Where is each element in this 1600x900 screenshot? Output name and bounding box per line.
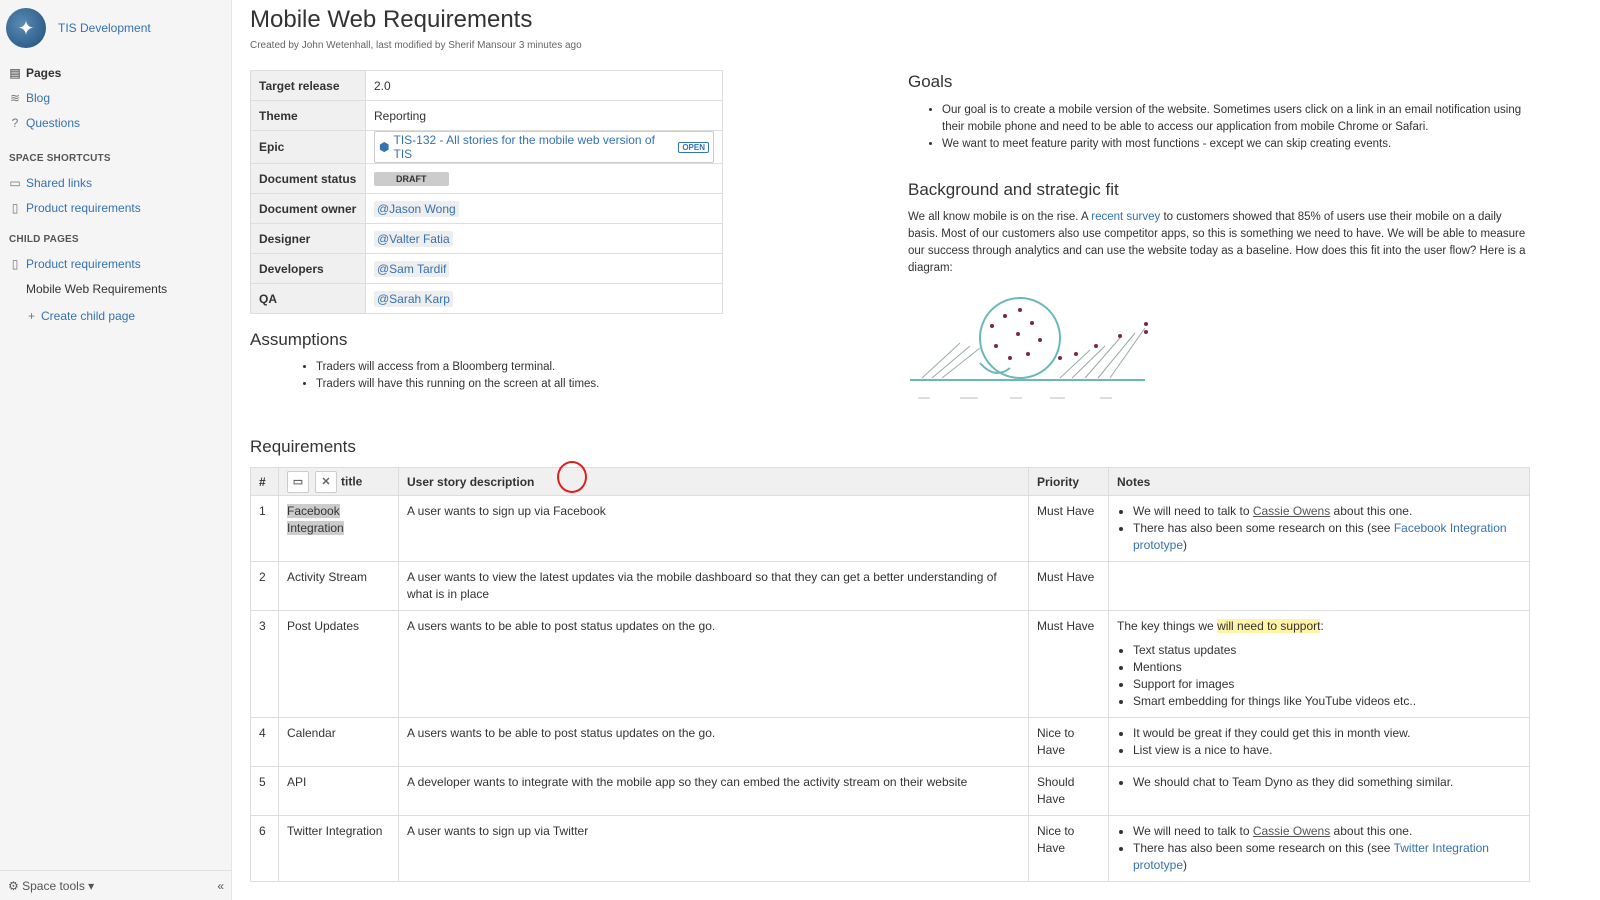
meta-key: Designer: [251, 224, 366, 254]
cell-priority[interactable]: Should Have: [1029, 767, 1109, 816]
meta-value: [366, 131, 723, 164]
space-tools-bar: [0, 870, 232, 900]
meta-value: [366, 284, 723, 314]
meta-value: [366, 224, 723, 254]
cell-description[interactable]: A user wants to sign up via Twitter: [399, 816, 1029, 882]
rss-icon: ≋: [9, 90, 21, 105]
paragraph-text: We all know mobile is on the rise. A: [908, 211, 1092, 223]
user-mention[interactable]: @Sarah Karp: [374, 291, 453, 307]
note-text: :: [1320, 619, 1324, 633]
list-item: • Our goal is to create a mobile version of the website. Sometimes users click on a link in an email notification using their mobile phone and need to be able to access our application from mobile Chrome or Safari.: [942, 102, 1526, 136]
cell-number[interactable]: 2: [251, 562, 279, 611]
cell-title[interactable]: Activity Stream: [279, 562, 399, 611]
cell-number[interactable]: 1: [251, 496, 279, 562]
epic-link[interactable]: [374, 131, 714, 163]
space-logo-icon[interactable]: ✦: [6, 8, 46, 48]
cell-priority[interactable]: Must Have: [1029, 611, 1109, 718]
child-page-label: Product requirements: [26, 256, 141, 271]
comment-icon[interactable]: ▭: [287, 471, 309, 493]
create-child-label: Create child page: [41, 309, 136, 323]
list-item: [1133, 823, 1521, 840]
space-name[interactable]: TIS Development: [58, 21, 151, 35]
cell-priority[interactable]: Must Have: [1029, 496, 1109, 562]
cell-title[interactable]: API: [279, 767, 399, 816]
cell-number[interactable]: 4: [251, 718, 279, 767]
requirements-heading: Requirements: [250, 437, 356, 456]
meta-key: Theme: [251, 101, 366, 131]
user-mention[interactable]: @Sam Tardif: [374, 261, 449, 277]
cell-priority[interactable]: Must Have: [1029, 562, 1109, 611]
paragraph-text: to customers showed that 85% of users use their mobile on a daily basis. Most of our customers also use competitor apps, so this is something we need to have. We will be able to measure our success through analytics and can use the website today as a baseline. How does this fit into the user flow? Here is a diagram:: [908, 211, 1526, 274]
shortcut-product-requirements[interactable]: [0, 195, 231, 220]
cell-description[interactable]: A developer wants to integrate with the mobile app so they can embed the activity stream on their website: [399, 767, 1029, 816]
cell-priority[interactable]: Nice to Have: [1029, 718, 1109, 767]
sidebar-item-blog[interactable]: [0, 85, 231, 110]
page-icon: ▯: [11, 200, 19, 215]
column-header-notes[interactable]: Notes: [1109, 468, 1530, 496]
note-text: We will need to talk to: [1133, 504, 1253, 518]
column-header-description[interactable]: User story description: [399, 468, 1029, 496]
list-item: • Traders will have this running on the screen at all times.: [316, 376, 700, 393]
user-flow-diagram-image: [900, 288, 1160, 408]
pages-icon: ▤: [9, 65, 21, 80]
column-header-title-label: title: [341, 474, 363, 488]
note-intro: [1117, 618, 1521, 635]
list-item: [1133, 840, 1521, 874]
space-shortcuts-heading: SPACE SHORTCUTS: [9, 153, 111, 164]
background-heading: Background and strategic fit: [908, 180, 1119, 199]
link-icon: ▭: [9, 175, 21, 190]
meta-value: [366, 254, 723, 284]
list-item: • List view is a nice to have.: [1133, 742, 1521, 759]
sidebar: [0, 0, 232, 900]
meta-value: Reporting: [366, 101, 723, 131]
meta-value: [366, 194, 723, 224]
note-text: The key things we: [1117, 619, 1218, 633]
highlighted-text: will need to support: [1217, 619, 1321, 633]
meta-key: QA: [251, 284, 366, 314]
plus-icon: +: [28, 309, 36, 323]
space-tools-button[interactable]: [8, 879, 94, 893]
sidebar-item-pages[interactable]: [0, 60, 231, 85]
selected-text: Facebook Integration: [287, 504, 344, 535]
cell-title[interactable]: Post Updates: [279, 611, 399, 718]
list-item: [1133, 503, 1521, 520]
list-item: • It would be great if they could get this in month view.: [1133, 725, 1521, 742]
cell-title[interactable]: [279, 496, 399, 562]
table-row: [251, 611, 1530, 718]
shortcut-label: Product requirements: [26, 200, 141, 215]
remove-column-icon[interactable]: ✕: [315, 471, 337, 493]
page-tree-icon: ▯: [11, 256, 19, 271]
list-item: • Traders will access from a Bloomberg terminal.: [316, 359, 700, 376]
space-header[interactable]: [0, 0, 231, 56]
cell-number[interactable]: 6: [251, 816, 279, 882]
column-header-priority[interactable]: Priority: [1029, 468, 1109, 496]
cell-description[interactable]: A user wants to sign up via Facebook: [399, 496, 1029, 562]
note-text: about this one.: [1330, 824, 1413, 838]
child-page-current[interactable]: Mobile Web Requirements: [26, 281, 168, 296]
note-text: ): [1183, 858, 1188, 872]
cell-notes[interactable]: [1109, 718, 1530, 767]
status-badge: DRAFT: [374, 172, 449, 186]
goals-list: [926, 102, 1526, 153]
child-page-parent[interactable]: [0, 251, 231, 276]
list-item: • We want to meet feature parity with most functions - except we can skip creating events.: [942, 136, 1526, 153]
child-pages-heading: CHILD PAGES: [9, 234, 79, 245]
cell-notes[interactable]: [1109, 496, 1530, 562]
column-header-number[interactable]: #: [251, 468, 279, 496]
sidebar-item-label: Blog: [26, 90, 51, 105]
meta-key: Document owner: [251, 194, 366, 224]
chevron-down-icon: ▾: [88, 878, 95, 893]
note-text: about this one.: [1330, 504, 1413, 518]
table-row: [251, 718, 1530, 767]
table-row: [251, 562, 1530, 611]
epic-link-text: TIS-132 - All stories for the mobile web version of TIS: [393, 133, 655, 161]
jira-icon: ⬢: [379, 140, 390, 154]
list-item: • Text status updates: [1133, 642, 1521, 659]
assumptions-list: [300, 359, 700, 393]
cell-number[interactable]: 3: [251, 611, 279, 718]
prototype-link[interactable]: Facebook Integration prototype: [1133, 521, 1507, 552]
meta-key: Document status: [251, 164, 366, 194]
note-text: We will need to talk to: [1133, 824, 1253, 838]
cell-notes[interactable]: [1109, 767, 1530, 816]
list-item: • Mentions: [1133, 659, 1521, 676]
recent-survey-link[interactable]: recent survey: [1091, 211, 1161, 223]
note-text: There has also been some research on this (see: [1133, 841, 1394, 855]
cell-notes[interactable]: [1109, 611, 1530, 718]
main-content: [250, 0, 1580, 900]
list-item: • Smart embedding for things like YouTube videos etc..: [1133, 693, 1521, 710]
goals-heading: Goals: [908, 72, 953, 91]
table-row: [251, 816, 1530, 882]
list-item: • Support for images: [1133, 676, 1521, 693]
user-mention[interactable]: @Valter Fatia: [374, 231, 453, 247]
cell-number[interactable]: 5: [251, 767, 279, 816]
table-header-row: [251, 468, 1530, 496]
space-tools-label: Space tools: [22, 878, 85, 893]
assumptions-heading: Assumptions: [250, 330, 348, 349]
page-properties-table: [250, 70, 723, 314]
note-text: There has also been some research on this (see: [1133, 521, 1394, 535]
table-row: [251, 496, 1530, 562]
cell-priority[interactable]: Nice to Have: [1029, 816, 1109, 882]
cell-description[interactable]: A users wants to be able to post status updates on the go.: [399, 611, 1029, 718]
create-child-page-link[interactable]: [0, 301, 231, 331]
sidebar-item-label: Pages: [26, 65, 62, 80]
cell-title[interactable]: Twitter Integration: [279, 816, 399, 882]
shortcut-label: Shared links: [26, 175, 93, 190]
note-text: ): [1183, 538, 1188, 552]
status-badge: OPEN: [678, 142, 709, 153]
column-tools: [287, 471, 337, 493]
shortcut-shared-links[interactable]: [0, 170, 231, 195]
meta-key: Epic: [251, 131, 366, 164]
user-link[interactable]: Cassie Owens: [1252, 504, 1331, 518]
page-byline: Created by John Wetenhall, last modified by Sherif Mansour 3 minutes ago: [250, 40, 582, 51]
cell-title[interactable]: Calendar: [279, 718, 399, 767]
prototype-link[interactable]: Twitter Integration prototype: [1133, 841, 1489, 872]
table-row: [251, 767, 1530, 816]
gear-icon: ⚙: [8, 878, 19, 893]
user-mention[interactable]: @Jason Wong: [374, 201, 459, 217]
sidebar-item-label: Questions: [26, 115, 81, 130]
collapse-sidebar-icon[interactable]: «: [217, 878, 224, 893]
user-link[interactable]: Cassie Owens: [1252, 824, 1331, 838]
sidebar-item-questions[interactable]: [0, 110, 231, 135]
cell-notes[interactable]: [1109, 816, 1530, 882]
meta-value: [366, 164, 723, 194]
cell-description[interactable]: A user wants to view the latest updates via the mobile dashboard so that they can get a better understanding of what is in place: [399, 562, 1029, 611]
requirements-table: [250, 467, 1530, 882]
meta-key: Developers: [251, 254, 366, 284]
page-title: Mobile Web Requirements: [250, 6, 533, 33]
list-item: • We should chat to Team Dyno as they did something similar.: [1133, 774, 1521, 791]
list-item: [1133, 520, 1521, 554]
meta-key: Target release: [251, 71, 366, 101]
question-icon: ?: [11, 115, 19, 130]
meta-value: 2.0: [366, 71, 723, 101]
background-paragraph: [908, 209, 1533, 277]
cell-description[interactable]: A users wants to be able to post status updates on the go.: [399, 718, 1029, 767]
cell-notes[interactable]: [1109, 562, 1530, 611]
column-header-title[interactable]: [279, 468, 399, 496]
